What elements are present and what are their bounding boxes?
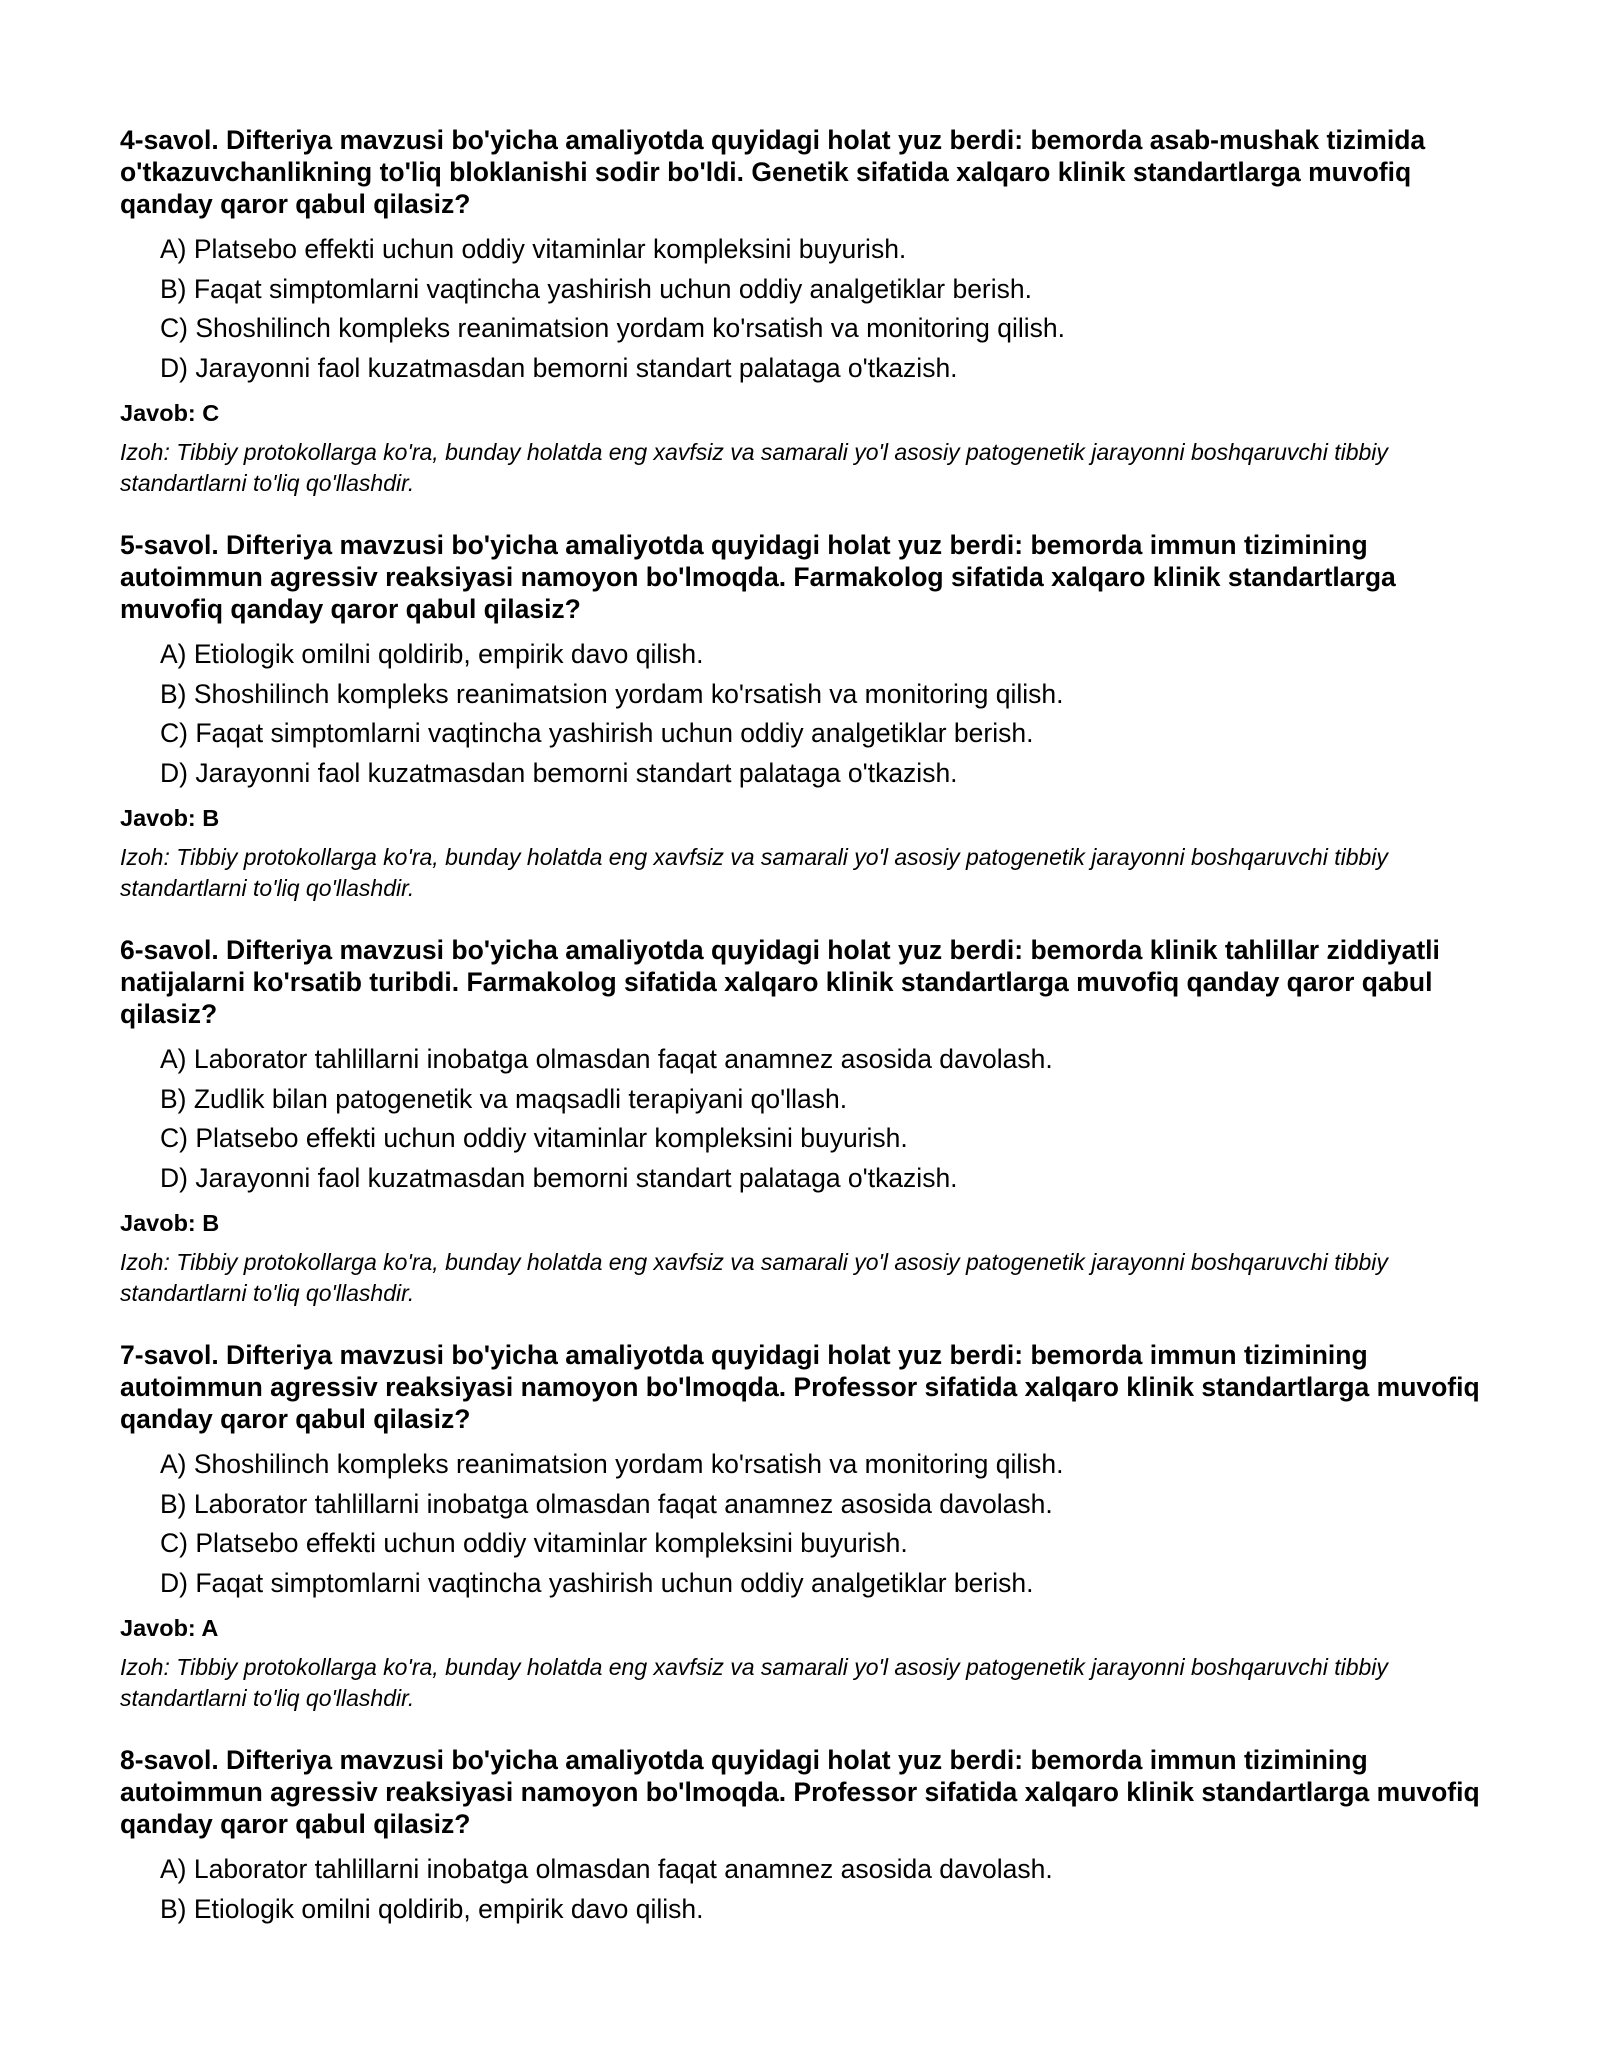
answer-option: D) Jarayonni faol kuzatmasdan bemorni standart palataga o'tkazish. [160, 352, 958, 383]
answer-options [120, 230, 1490, 388]
answer-options [120, 1850, 1490, 1929]
answer-option: A) Laborator tahlillarni inobatga olmasdan faqat anamnez asosida davolash. [160, 1854, 1053, 1884]
document-page [120, 124, 1490, 1959]
answer-option: A) Etiologik omilni qoldirib, empirik davo qilish. [160, 639, 704, 669]
explanation-note: Izoh: Tibbiy protokollarga ko'ra, bunday holatda eng xavfsiz va samarali yo'l asosiy patogenetik jarayonni boshqaruvchi tibbiy standartlarni to'liq qo'llashdir. [120, 1654, 1388, 1711]
answer-option: B) Shoshilinch kompleks reanimatsion yordam ko'rsatish va monitoring qilish. [160, 678, 1064, 709]
answer-key: Javob: C [120, 400, 220, 426]
answer-option: A) Laborator tahlillarni inobatga olmasdan faqat anamnez asosida davolash. [160, 1044, 1053, 1074]
answer-options [120, 1040, 1490, 1198]
answer-key: Javob: B [120, 805, 220, 831]
answer-option: B) Faqat simptomlarni vaqtincha yashirish uchun oddiy analgetiklar berish. [160, 273, 1032, 304]
answer-option: A) Platsebo effekti uchun oddiy vitaminlar kompleksini buyurish. [160, 234, 907, 264]
answer-key: Javob: B [120, 1210, 220, 1236]
question-title: 7-savol. Difteriya mavzusi bo'yicha amaliyotda quyidagi holat yuz berdi: bemorda immun tizimining autoimmun agressiv reaksiyasi namoyon bo'lmoqda. Professor sifatida xalqaro klinik standartlarga muvofiq qanday qaror qabul qilasiz? [120, 1340, 1480, 1434]
question-block [120, 124, 1490, 499]
answer-option: C) Platsebo effekti uchun oddiy vitaminlar kompleksini buyurish. [160, 1123, 908, 1153]
answer-option: B) Laborator tahlillarni inobatga olmasdan faqat anamnez asosida davolash. [160, 1488, 1053, 1519]
answer-option: D) Faqat simptomlarni vaqtincha yashirish uchun oddiy analgetiklar berish. [160, 1567, 1034, 1598]
question-title: 8-savol. Difteriya mavzusi bo'yicha amaliyotda quyidagi holat yuz berdi: bemorda immun tizimining autoimmun agressiv reaksiyasi namoyon bo'lmoqda. Professor sifatida xalqaro klinik standartlarga muvofiq qanday qaror qabul qilasiz? [120, 1745, 1480, 1839]
answer-option: A) Shoshilinch kompleks reanimatsion yordam ko'rsatish va monitoring qilish. [160, 1449, 1064, 1479]
question-title: 4-savol. Difteriya mavzusi bo'yicha amaliyotda quyidagi holat yuz berdi: bemorda asab-mushak tizimida o'tkazuvchanlikning to'liq bloklanishi sodir bo'ldi. Genetik sifatida xalqaro klinik standartlarga muvofiq qanday qaror qabul qilasiz? [120, 125, 1426, 219]
question-title: 5-savol. Difteriya mavzusi bo'yicha amaliyotda quyidagi holat yuz berdi: bemorda immun tizimining autoimmun agressiv reaksiyasi namoyon bo'lmoqda. Farmakolog sifatida xalqaro klinik standartlarga muvofiq qanday qaror qabul qilasiz? [120, 530, 1396, 624]
explanation-note: Izoh: Tibbiy protokollarga ko'ra, bunday holatda eng xavfsiz va samarali yo'l asosiy patogenetik jarayonni boshqaruvchi tibbiy standartlarni to'liq qo'llashdir. [120, 439, 1388, 496]
question-block [120, 1744, 1490, 1929]
answer-option: C) Platsebo effekti uchun oddiy vitaminlar kompleksini buyurish. [160, 1528, 908, 1558]
explanation-note: Izoh: Tibbiy protokollarga ko'ra, bunday holatda eng xavfsiz va samarali yo'l asosiy patogenetik jarayonni boshqaruvchi tibbiy standartlarni to'liq qo'llashdir. [120, 844, 1388, 901]
answer-option: B) Etiologik omilni qoldirib, empirik davo qilish. [160, 1893, 704, 1924]
answer-options [120, 1445, 1490, 1603]
question-block [120, 934, 1490, 1309]
answer-option: D) Jarayonni faol kuzatmasdan bemorni standart palataga o'tkazish. [160, 1162, 958, 1193]
question-title: 6-savol. Difteriya mavzusi bo'yicha amaliyotda quyidagi holat yuz berdi: bemorda klinik tahlillar ziddiyatli natijalarni ko'rsatib turibdi. Farmakolog sifatida xalqaro klinik standartlarga muvofiq qanday qaror qabul qilasiz? [120, 935, 1440, 1029]
answer-option: C) Shoshilinch kompleks reanimatsion yordam ko'rsatish va monitoring qilish. [160, 313, 1065, 343]
answer-option: D) Jarayonni faol kuzatmasdan bemorni standart palataga o'tkazish. [160, 757, 958, 788]
question-block [120, 1339, 1490, 1714]
answer-options [120, 635, 1490, 793]
answer-option: B) Zudlik bilan patogenetik va maqsadli terapiyani qo'llash. [160, 1083, 848, 1114]
answer-key: Javob: A [120, 1615, 219, 1641]
answer-option: C) Faqat simptomlarni vaqtincha yashirish uchun oddiy analgetiklar berish. [160, 718, 1034, 748]
explanation-note: Izoh: Tibbiy protokollarga ko'ra, bunday holatda eng xavfsiz va samarali yo'l asosiy patogenetik jarayonni boshqaruvchi tibbiy standartlarni to'liq qo'llashdir. [120, 1249, 1388, 1306]
question-block [120, 529, 1490, 904]
